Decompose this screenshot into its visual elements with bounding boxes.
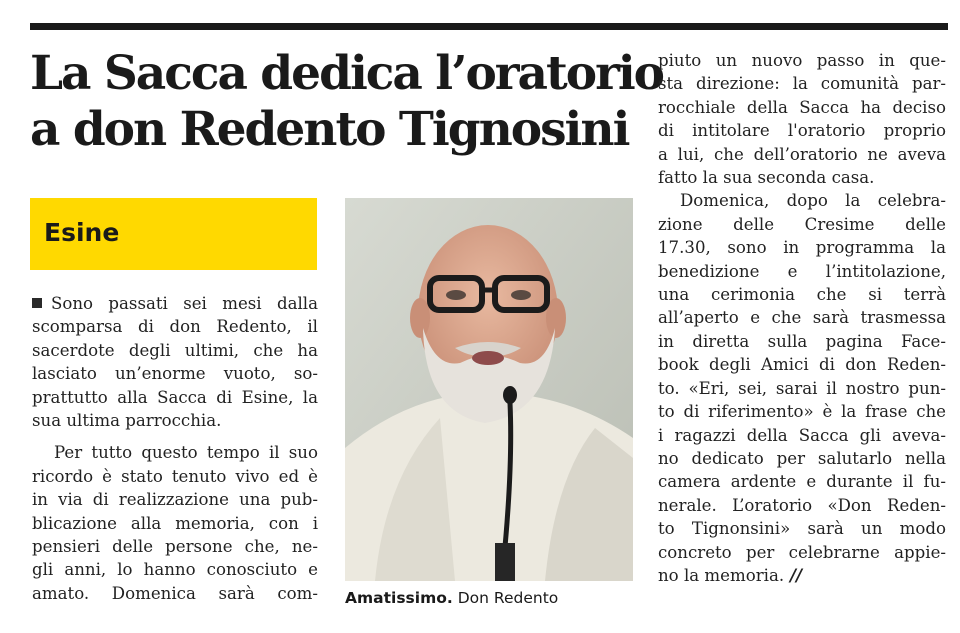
text-line: benedizione e l’intitolazione, (658, 261, 946, 281)
text-line: rocchiale della Sacca ha deciso (658, 97, 946, 117)
text-line: to di riferimento» è la frase che (658, 402, 946, 422)
end-of-article-mark: // (790, 565, 803, 585)
text-line: to. «Eri, sei, sarai il nostro pun- (658, 378, 946, 398)
text-line: nerale. L’oratorio «Don Reden- (658, 495, 946, 515)
text-line: lasciato un’enorme vuoto, so- (32, 364, 318, 384)
square-bullet-icon (32, 298, 42, 308)
text-line: gli anni, lo hanno conosciuto e (32, 560, 318, 580)
paragraph-2 (32, 441, 318, 605)
text-line: sacerdote degli ultimi, che ha (32, 340, 318, 360)
text-line: prattutto alla Sacca di Esine, la (32, 387, 318, 407)
text-line: no dedicato per salutarlo nella (658, 448, 946, 468)
article-column-left (32, 292, 318, 605)
section-kicker (30, 198, 317, 270)
text-line: in diretta sulla pagina Face- (658, 331, 946, 351)
photo-caption (345, 589, 645, 607)
text-line: piuto un nuovo passo in que- (658, 51, 946, 70)
caption-bold: Amatissimo. (345, 589, 453, 607)
text-line: 17.30, sono in programma la (658, 238, 946, 258)
paragraph-4 (658, 189, 946, 587)
text-line: ricordo è stato tenuto vivo ed è (32, 466, 318, 486)
text-line: in via di realizzazione una pub- (32, 490, 318, 510)
text-line: all’aperto e che sarà trasmessa (658, 308, 946, 328)
text-line: sua ultima parrocchia. (32, 411, 222, 431)
text-line: to Tignonsini» sarà un modo (658, 519, 946, 539)
paragraph-3 (658, 49, 946, 189)
text-line: i ragazzi della Sacca gli aveva- (658, 425, 946, 445)
portrait-photo (345, 198, 633, 581)
headline-line-1: La Sacca dedica l’oratorio (30, 46, 664, 101)
text-line: una cerimonia che si terrà (658, 285, 946, 305)
paragraph-1 (32, 292, 318, 432)
text-line: di intitolare l'oratorio proprio (658, 121, 946, 141)
headline (30, 46, 664, 158)
text-line: pensieri delle persone che, ne- (32, 537, 318, 557)
text-line: Domenica, dopo la celebra- (680, 191, 946, 211)
article-column-right (658, 49, 946, 587)
text-line: concreto per celebrarne appie- (658, 542, 946, 562)
caption-text: Don Redento (457, 589, 559, 607)
text-line: book degli Amici di don Reden- (658, 355, 946, 375)
text-line: amato. Domenica sarà com- (32, 583, 318, 603)
text-line: scomparsa di don Redento, il (32, 317, 318, 337)
text-line: Per tutto questo tempo il suo (54, 443, 318, 463)
text-line: sta direzione: la comunità par- (658, 74, 946, 94)
text-line: no la memoria. // (658, 565, 803, 585)
text-line: fatto la sua seconda casa. (658, 168, 875, 188)
text-line: blicazione alla memoria, con i (32, 513, 318, 533)
top-rule (30, 23, 948, 30)
text-line: camera ardente e durante il fu- (658, 472, 946, 492)
headline-line-2: a don Redento Tignosini (30, 102, 629, 157)
text-line: a lui, che dell’oratorio ne aveva (658, 144, 946, 164)
text-line: zione delle Cresime delle (658, 214, 946, 234)
kicker-label: Esine (44, 218, 120, 247)
text-line: Sono passati sei mesi dalla (32, 292, 318, 315)
